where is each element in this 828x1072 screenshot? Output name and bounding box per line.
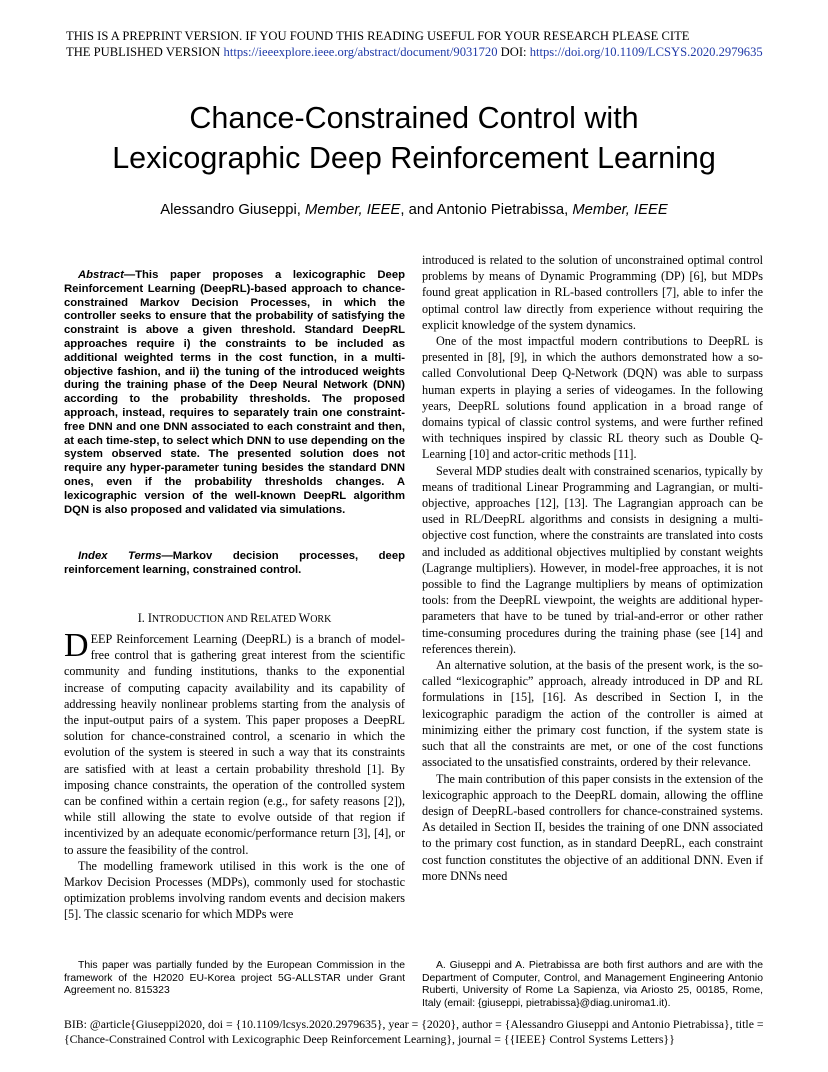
author-1: Alessandro Giuseppi, [160,202,306,218]
intro-paragraph-2: The modelling framework utilised in this work is the one of Markov Decision Processes (MDPs), commonly used for stochastic optimization problems involving random events and decision makers [5]. The classic scenario for which MDPs were [64,858,405,922]
abstract-text: —This paper proposes a lexicographic Deep Reinforcement Learning (DeepRL)-based approach to chance-constrained Markov Decision Processes, in which the controller seeks to ensure that the probability of satisfying the constraint is above a given threshold. Standard DeepRL approaches require i) the constraints to be included as additional weighted terms in the cost function, in a multi-objective fashion, and ii) the tuning of the introduced weights during the training phase of the Deep Neural Network (DNN) according to the probability thresholds. The proposed approach, instead, requires to separately train one constraint-free DNN and one DNN associated to each constraint and then, at each time-step, to select which DNN to use depending on the system observed state. The presented solution does not require any hyper-parameter tuning besides the standard DNN ones, even if the probability thresholds changes. A lexicographic version of the well-known DeepRL algorithm DQN is also proposed and validated via simulations. [64,269,405,516]
affiliation-footnote-text: A. Giuseppi and A. Pietrabissa are both first authors and are with the Department of Computer, Control, and Management Engineering Antonio Ruberti, University of Rome La Sapienza, via Ariosto 25, 00185, Rome, Italy (email: {giuseppi, pietrabissa}@diag.uniroma1.it). [422,960,763,1009]
funding-footnote-text: This paper was partially funded by the European Commission in the framework of the H2020 EU-Korea project 5G-ALLSTAR under Grant Agreement no. 815323 [64,960,405,997]
intro-p1-text: EEP Reinforcement Learning (DeepRL) is a branch of model-free control that is gathering great interest from the scientific community and funding institutions, thanks to the exponential increase of computing capacity availability and its capability of addressing heavily nonlinear problems starting from the analysis of the input-output pairs of a system. This paper proposes a DeepRL solution for chance-constrained control, a scenario in which the evolution of the system is steered in such a way that its constraints are satisfied with at least a certain probability threshold [1]. By imposing chance constraints, the operation of the controlled system can be confined within a certain region (e.g., for safety reasons [2]), while still allowing the state to evolve outside of that region if incentivized by an adequate economic/performance return [3], [4], or to assure the feasibility of the control. [64,632,405,857]
sec-small-2: ELATED [258,614,299,625]
sec-cap-i: I [147,611,152,625]
drop-cap: D [64,627,89,664]
author-1-role: Member, IEEE [305,202,401,218]
banner-line-2 [66,44,766,60]
author-separator: , and Antonio Pietrabissa, [400,202,573,218]
bib-entry: BIB: @article{Giuseppi2020, doi = {10.1109/lcsys.2020.2979635}, year = {2020}, author = {Alessandro Giuseppi and Antonio Pietrabissa}, title = {Chance-Constrained Control with Lexicographic Deep Reinforcement Learning}, journal = {{IEEE} Control Systems Letters}} [64,1017,764,1046]
affiliation-footnote [422,960,763,1010]
left-column-body [64,627,405,923]
right-paragraph-2: One of the most impactful modern contributions to DeepRL is presented in [8], [9], in which the authors demonstrated how a so-called Convolutional Deep Q-Network (DQN) was able to surpass human experts in playing a series of videogames. In the following years, DeepRL solutions found application in a broad range of domains typical of classic control systems, and were further refined with techniques inspired by classic RL theory such as Double Q-Learning [10] and actor-critic methods [11]. [422,334,763,462]
doi-label: DOI: [497,45,530,59]
abstract-label: Abstract [78,269,124,281]
sec-cap-w: W [298,611,311,625]
index-terms [64,550,405,578]
paper-title [40,98,788,178]
title-line-2: Lexicographic Deep Reinforcement Learning [112,141,716,175]
banner-line-1: THIS IS A PREPRINT VERSION. IF YOU FOUND THIS READING USEFUL FOR YOUR RESEARCH PLEASE CITE [66,29,690,43]
index-terms-label: Index Terms [78,550,162,562]
right-paragraph-5: The main contribution of this paper consists in the extension of the lexicographic approach to the DeepRL domain, allowing the offline design of DeepRL-based controllers for chance-constrained systems. As detailed in Section II, besides the training of one DNN associated to the primary cost function, as in standard DeepRL, each constraint cost function constitutes the objective of an additional DNN. Even if more DNNs need [422,771,763,883]
title-line-1: Chance-Constrained Control with [189,101,639,135]
sec-small-1: NTRODUCTION AND [151,614,251,625]
banner-prefix: THE PUBLISHED VERSION [66,45,224,59]
index-terms-text: —Markov decision processes, deep reinforcement learning, constrained control. [64,550,405,576]
doi-link[interactable]: https://doi.org/10.1109/LCSYS.2020.2979635 [529,45,763,59]
sec-cap-r: R [250,611,259,625]
right-paragraph-4: An alternative solution, at the basis of the present work, is the so-called “lexicographic” approach, already introduced in DP and RL formulations in [15], [16]. As described in Section I, in the lexicographic paradigm the action of the controller is aimed at minimizing either the primary cost function, if the system state is such that all the constraints are met, or one of the cost functions associated to the unsatisfied constraints, ordered by their relevance. [422,658,763,770]
right-paragraph-1: introduced is related to the solution of unconstrained optimal control problems by means of Dynamic Programming (DP) [6], but MDPs found great application in RL-based controllers [7], able to infer the optimal control law directly from experience without requiring the explicit knowledge of the system dynamics. [422,253,763,332]
section-number: I. [137,611,148,625]
intro-paragraph-1 [64,627,405,858]
ieeexplore-link[interactable]: https://ieeexplore.ieee.org/abstract/document/9031720 [223,45,498,59]
section-heading [64,611,405,626]
preprint-banner [66,28,766,60]
right-paragraph-3: Several MDP studies dealt with constrained scenarios, typically by means of traditional Linear Programming and Lagrangian, or multi-objective, approaches [12], [13]. The Lagrangian approach can be used in RL/DeepRL algorithms and consists in designing a multi-objective cost function, where the constraints are translated into costs and included as additional objectives multiplied by constant weights (Lagrange multipliers). However, in model-free approaches, it is not possible to find the Lagrange multipliers by means of optimization tools: from the DeepRL viewpoint, the weights are additional hyper-parameters that have to be tuned by trial-and-error or other rather time-consuming procedures during the training phase (see [14] and references therein). [422,463,763,656]
abstract [64,269,405,517]
author-2-role: Member, IEEE [572,202,668,218]
sec-small-3: ORK [310,614,332,625]
author-line [40,201,788,219]
right-column-body [422,252,763,884]
funding-footnote [64,960,405,998]
